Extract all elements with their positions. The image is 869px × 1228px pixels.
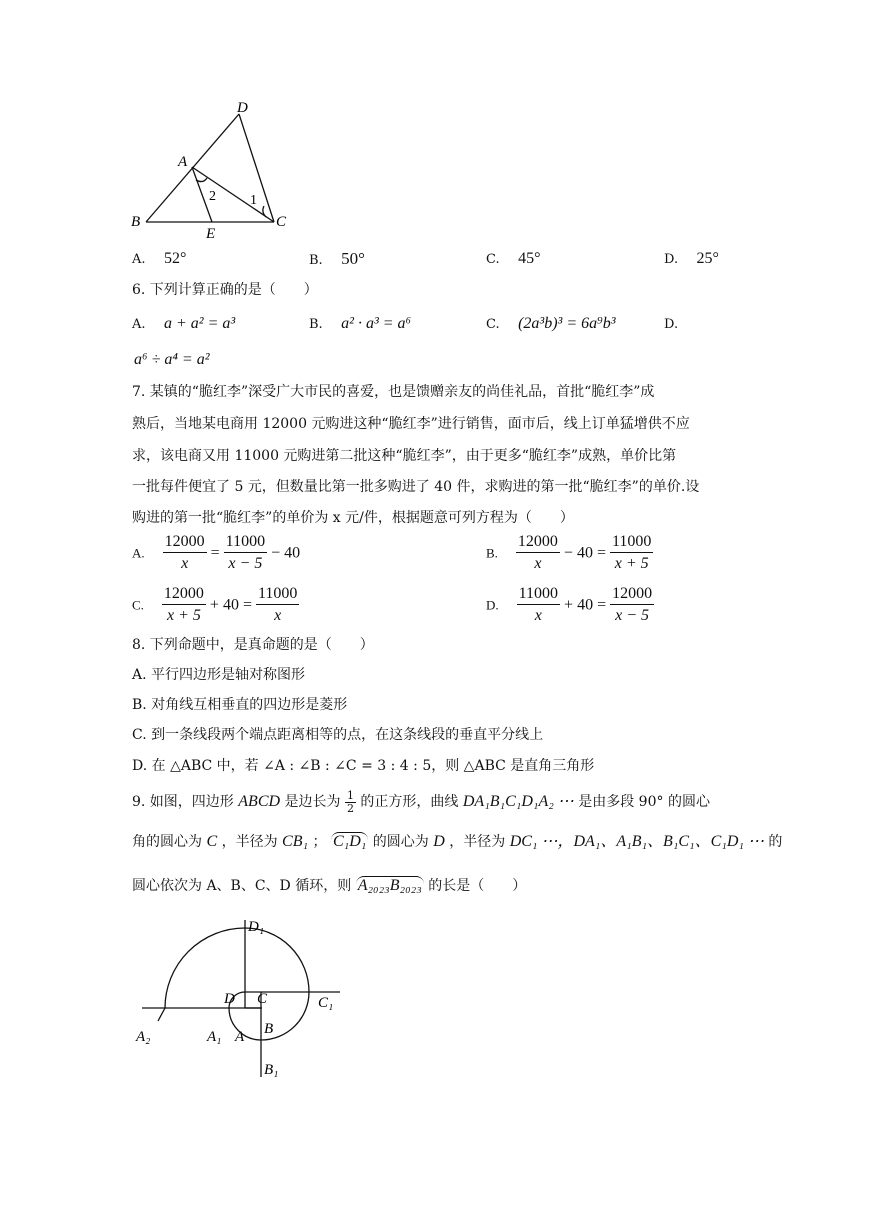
label-B1: B₁ — [264, 1062, 279, 1078]
q9-line-3: 圆心依次为 A、B、C、D 循环，则 A₂₀₂₃B₂₀₂₃ 的长是（ ） — [132, 877, 527, 894]
label-A: A — [235, 1029, 245, 1045]
arc-c1d1: C₁D₁ — [332, 833, 367, 850]
label-A2: A₂ — [136, 1029, 151, 1045]
label-E: E — [206, 226, 216, 240]
q7-line-2: 熟后，当地某电商用 12000 元购进这种“脆红李”进行销售，面市后，线上订单猛增供不应 — [132, 416, 690, 432]
angle-2-label: 2 — [209, 189, 216, 204]
q8-option-c[interactable]: C. 到一条线段两个端点距离相等的点，在这条线段的垂直平分线上 — [132, 727, 544, 743]
q7-line-4: 一批每件便宜了 5 元，但数量比第一批多购进了 40 件，求购进的第一批“脆红李”的单价.设 — [132, 479, 700, 495]
q5-option-d[interactable]: D. 25° — [664, 250, 719, 267]
q7-option-c[interactable]: C. $\frac{12000}{x + 5}$ + 40 = $\frac{11000}{x}$ — [132, 585, 298, 624]
q8-option-b[interactable]: B. 对角线互相垂直的四边形是菱形 — [132, 697, 348, 713]
q6-stem: 6. 下列计算正确的是（ ） — [132, 282, 318, 298]
q7-line-1: 7. 某镇的“脆红李”深受广大市民的喜爱，也是馈赠亲友的尚佳礼品，首批“脆红李”成 — [132, 384, 655, 400]
angle-1-label: 1 — [250, 193, 257, 208]
q7-option-b[interactable]: B. $\frac{12000}{x}$ − 40 = $\frac{11000}{x + 5}$ — [486, 533, 652, 572]
label-C: C — [257, 991, 268, 1007]
q8-option-d[interactable]: D. 在 △ABC 中，若 ∠A : ∠B : ∠C = 3 : 4 : 5，则 △ABC 是直角三角形 — [132, 758, 595, 774]
label-D: D — [237, 100, 248, 116]
q5-option-c[interactable]: C. 45° — [486, 250, 541, 267]
half-fraction: $\frac{1}{2}$ — [346, 788, 354, 815]
spiral-figure — [130, 915, 345, 1085]
q6-option-a[interactable]: A. a + a² = a³ — [132, 315, 236, 332]
q8-stem: 8. 下列命题中，是真命题的是（ ） — [132, 637, 374, 653]
label-D: D — [224, 991, 235, 1007]
label-C: C — [276, 214, 287, 230]
q6-option-d-expression: a⁶ ÷ a⁴ = a² — [134, 351, 210, 368]
q7-line-5: 购进的第一批“脆红李”的单价为 x 元/件，根据题意可列方程为（ ） — [132, 510, 574, 526]
q6-option-b[interactable]: B. a² · a³ = a⁶ — [309, 315, 412, 332]
label-A: A — [178, 154, 188, 170]
label-B: B — [131, 214, 141, 230]
triangle-figure — [128, 100, 298, 240]
q7-option-a[interactable]: A. $\frac{12000}{x}$ = $\frac{11000}{x - 5}$ − 40 — [132, 533, 301, 572]
label-D1: D₁ — [248, 919, 265, 935]
q6-option-c[interactable]: C. (2a³b)³ = 6a⁹b³ — [486, 315, 616, 332]
q5-option-a[interactable]: A. 52° — [132, 250, 187, 267]
q9-line-2: 角的圆心为 C ，半径为 CB₁ ； C₁D₁ 的圆心为 D ，半径为 DC₁ ⋯，DA₁、A₁B₁、B₁C₁、C₁D₁ ⋯ 的 — [132, 833, 783, 850]
q8-option-a[interactable]: A. 平行四边形是轴对称图形 — [132, 667, 306, 683]
label-A1: A₁ — [207, 1029, 222, 1045]
label-B: B — [264, 1021, 274, 1037]
q5-option-b[interactable]: B. 50° — [309, 249, 365, 268]
q6-option-d[interactable]: D. — [664, 317, 679, 332]
q9-line-1: 9. 如图，四边形 ABCD 是边长为 $\frac{1}{2}$ 的正方形，曲线 DA₁B₁C₁D₁A₂ ⋯ 是由多段 90° 的圆心 — [132, 788, 710, 815]
label-C1: C₁ — [318, 995, 334, 1011]
arc-a2023-b2023: A₂₀₂₃B₂₀₂₃ — [357, 877, 422, 894]
q7-option-d[interactable]: D. $\frac{11000}{x}$ + 40 = $\frac{12000}{x - 5}$ — [486, 585, 653, 624]
q7-line-3: 求，该电商又用 11000 元购进第二批这种“脆红李”，由于更多“脆红李”成熟，单价比第 — [132, 448, 677, 464]
